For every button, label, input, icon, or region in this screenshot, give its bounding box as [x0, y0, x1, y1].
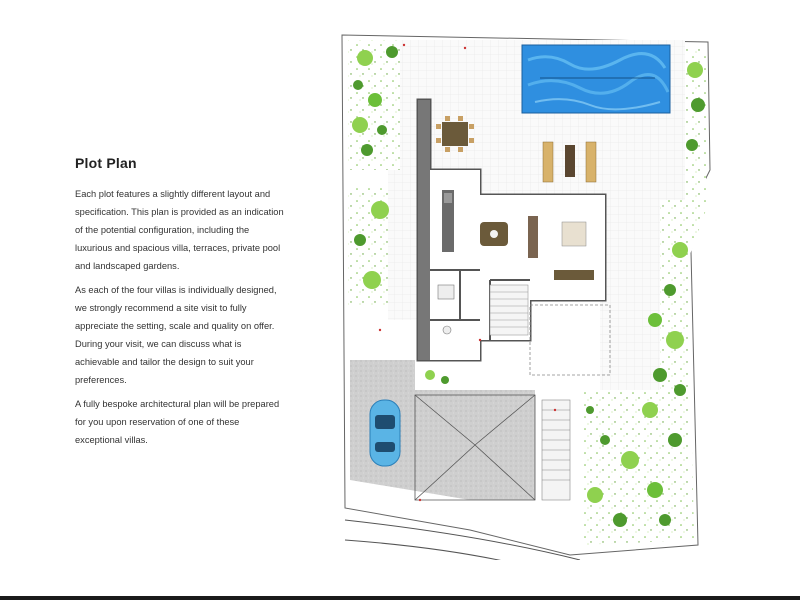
paragraph-bespoke: A fully bespoke architectural plan will be prepared for you upon reservation of one of these exceptional villas.: [75, 399, 280, 445]
paragraph-intro: Each plot features a slightly different layout and specification. This plan is provided as an indication of the potential configuration, including the luxurious and spacious villa, terraces, private pool and landscaped gardens.: [75, 189, 284, 271]
plot-plan-text: [75, 155, 285, 455]
paragraph-site-visit: As each of the four villas is individually designed, we strongly recommend a site visit to fully appreciate the setting, scale and quality on offer. During your visit, we can discuss what is achievable and tailor the design to suit your preferences.: [75, 285, 277, 385]
plot-plan-drawing: [330, 30, 730, 560]
page-title: Plot Plan: [75, 155, 137, 171]
west-terrace: [388, 170, 418, 320]
car: [370, 400, 400, 466]
east-terrace: [600, 180, 660, 390]
